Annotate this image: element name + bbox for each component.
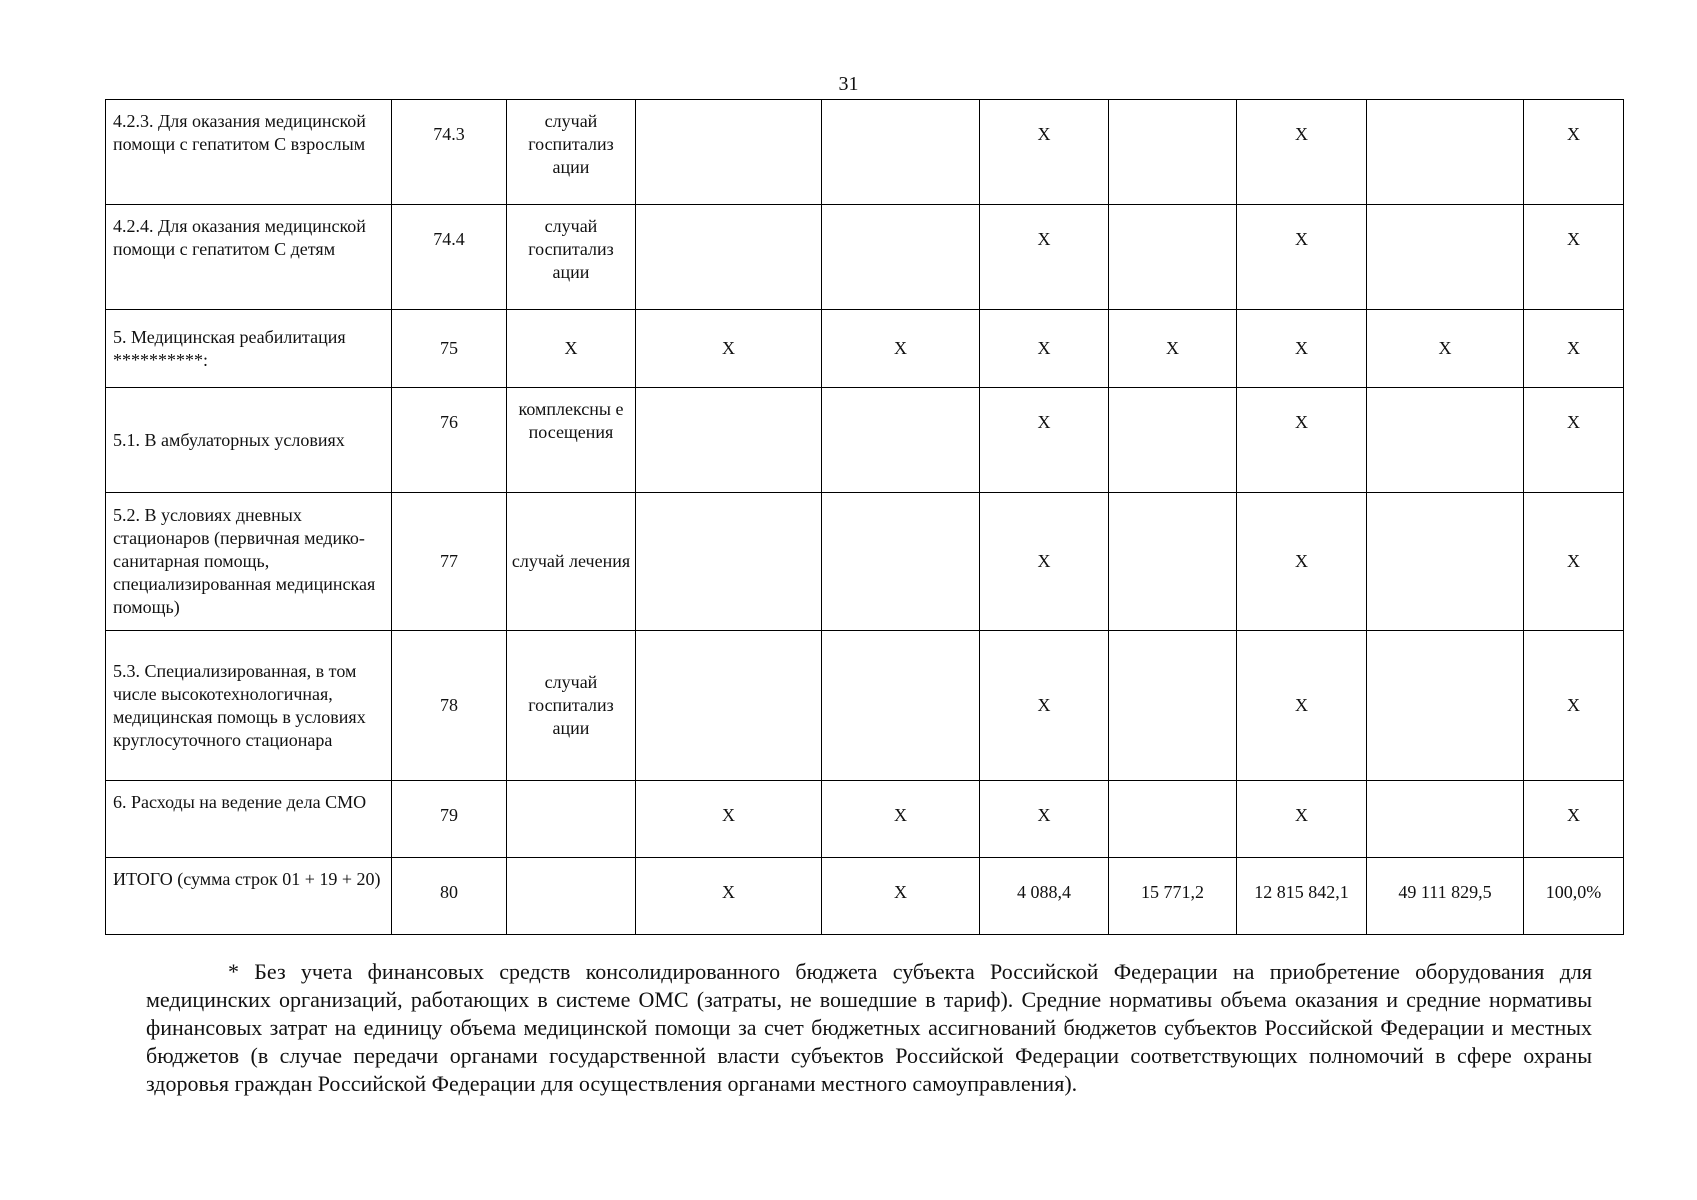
- row-code: 74.4: [392, 205, 507, 310]
- cell: [1367, 493, 1524, 631]
- table-row: [106, 310, 1624, 388]
- cell: X: [1109, 310, 1237, 388]
- cell: X: [1237, 388, 1367, 493]
- row-code: 80: [392, 858, 507, 935]
- cell: 100,0%: [1524, 858, 1624, 935]
- row-code: 77: [392, 493, 507, 631]
- cell: 15 771,2: [1109, 858, 1237, 935]
- row-unit: [507, 858, 636, 935]
- cell: X: [636, 781, 822, 858]
- cell: X: [980, 493, 1109, 631]
- cell: X: [980, 631, 1109, 781]
- cell: X: [1524, 493, 1624, 631]
- cell: X: [822, 781, 980, 858]
- row-code: 75: [392, 310, 507, 388]
- row-unit: [507, 781, 636, 858]
- cell: [1109, 493, 1237, 631]
- cell: X: [1367, 310, 1524, 388]
- row-name: 4.2.3. Для оказания медицинской помощи с гепатитом С взрослым: [106, 100, 392, 205]
- table-row: [106, 205, 1624, 310]
- row-name: 5.2. В условиях дневных стационаров (первичная медико-санитарная помощь, специализированная медицинская помощь): [106, 493, 392, 631]
- cell: X: [1524, 310, 1624, 388]
- cell: [1109, 631, 1237, 781]
- cell: X: [1237, 205, 1367, 310]
- row-name: 5.3. Специализированная, в том числе высокотехнологичная, медицинская помощь в условиях круглосуточного стационара: [106, 631, 392, 781]
- cell: [1109, 100, 1237, 205]
- cell: X: [1524, 205, 1624, 310]
- row-name: 5.1. В амбулаторных условиях: [106, 388, 392, 493]
- cell: X: [1524, 781, 1624, 858]
- table-row: [106, 781, 1624, 858]
- cell: [1109, 205, 1237, 310]
- cell: [636, 631, 822, 781]
- row-unit: случай госпитализ ации: [507, 205, 636, 310]
- row-unit: комплексны е посещения: [507, 388, 636, 493]
- cell: X: [1524, 100, 1624, 205]
- cell: X: [1237, 100, 1367, 205]
- cell: X: [822, 858, 980, 935]
- table-row: [106, 388, 1624, 493]
- cell: 12 815 842,1: [1237, 858, 1367, 935]
- row-unit: случай лечения: [507, 493, 636, 631]
- cell: X: [1237, 493, 1367, 631]
- row-code: 79: [392, 781, 507, 858]
- cell: X: [980, 310, 1109, 388]
- cell: X: [980, 781, 1109, 858]
- cell: [636, 388, 822, 493]
- cell: X: [1237, 631, 1367, 781]
- cell: [822, 388, 980, 493]
- row-name: 5. Медицинская реабилитация **********:: [106, 310, 392, 388]
- cell: [1367, 388, 1524, 493]
- cell: [822, 205, 980, 310]
- row-code: 76: [392, 388, 507, 493]
- row-code: 74.3: [392, 100, 507, 205]
- cell: [1367, 205, 1524, 310]
- cell: X: [980, 205, 1109, 310]
- cell: X: [1524, 388, 1624, 493]
- table-row-total: [106, 858, 1624, 935]
- row-unit: случай госпитализ ации: [507, 100, 636, 205]
- financing-table: [105, 99, 1624, 935]
- cell: [1367, 631, 1524, 781]
- cell: [636, 100, 822, 205]
- cell: X: [1237, 310, 1367, 388]
- footnote: [146, 958, 1592, 1098]
- table-row: [106, 493, 1624, 631]
- cell: [1109, 781, 1237, 858]
- cell: X: [980, 388, 1109, 493]
- row-code: 78: [392, 631, 507, 781]
- table-row: [106, 100, 1624, 205]
- cell: [1109, 388, 1237, 493]
- row-name: 4.2.4. Для оказания медицинской помощи с гепатитом С детям: [106, 205, 392, 310]
- page-number: 31: [838, 73, 859, 95]
- cell: X: [822, 310, 980, 388]
- cell: X: [1237, 781, 1367, 858]
- cell: [1367, 781, 1524, 858]
- cell: [822, 493, 980, 631]
- row-name: ИТОГО (сумма строк 01 + 19 + 20): [106, 858, 392, 935]
- cell: X: [1524, 631, 1624, 781]
- cell: X: [636, 310, 822, 388]
- footnote-text: * Без учета финансовых средств консолидированного бюджета субъекта Российской Федерации на приобретение оборудования для медицинских организаций, работающих в системе ОМС (затраты, не вошедшие в тариф). Средние нормативы объема оказания и средние нормативы финансовых затрат на единицу объема медицинской помощи за счет бюджетных ассигнований бюджетов субъектов Российской Федерации и местных бюджетов (в случае передачи органами государственной власти субъектов Российской Федерации соответствующих полномочий в сфере охраны здоровья граждан Российской Федерации для осуществления органами местного самоуправления).: [146, 959, 1592, 1096]
- cell: X: [980, 100, 1109, 205]
- cell: [822, 100, 980, 205]
- table-row: [106, 631, 1624, 781]
- cell: [636, 205, 822, 310]
- row-unit: X: [507, 310, 636, 388]
- cell: X: [636, 858, 822, 935]
- cell: 4 088,4: [980, 858, 1109, 935]
- cell: 49 111 829,5: [1367, 858, 1524, 935]
- cell: [636, 493, 822, 631]
- row-name: 6. Расходы на ведение дела СМО: [106, 781, 392, 858]
- row-unit: случай госпитализ ации: [507, 631, 636, 781]
- cell: [1367, 100, 1524, 205]
- cell: [822, 631, 980, 781]
